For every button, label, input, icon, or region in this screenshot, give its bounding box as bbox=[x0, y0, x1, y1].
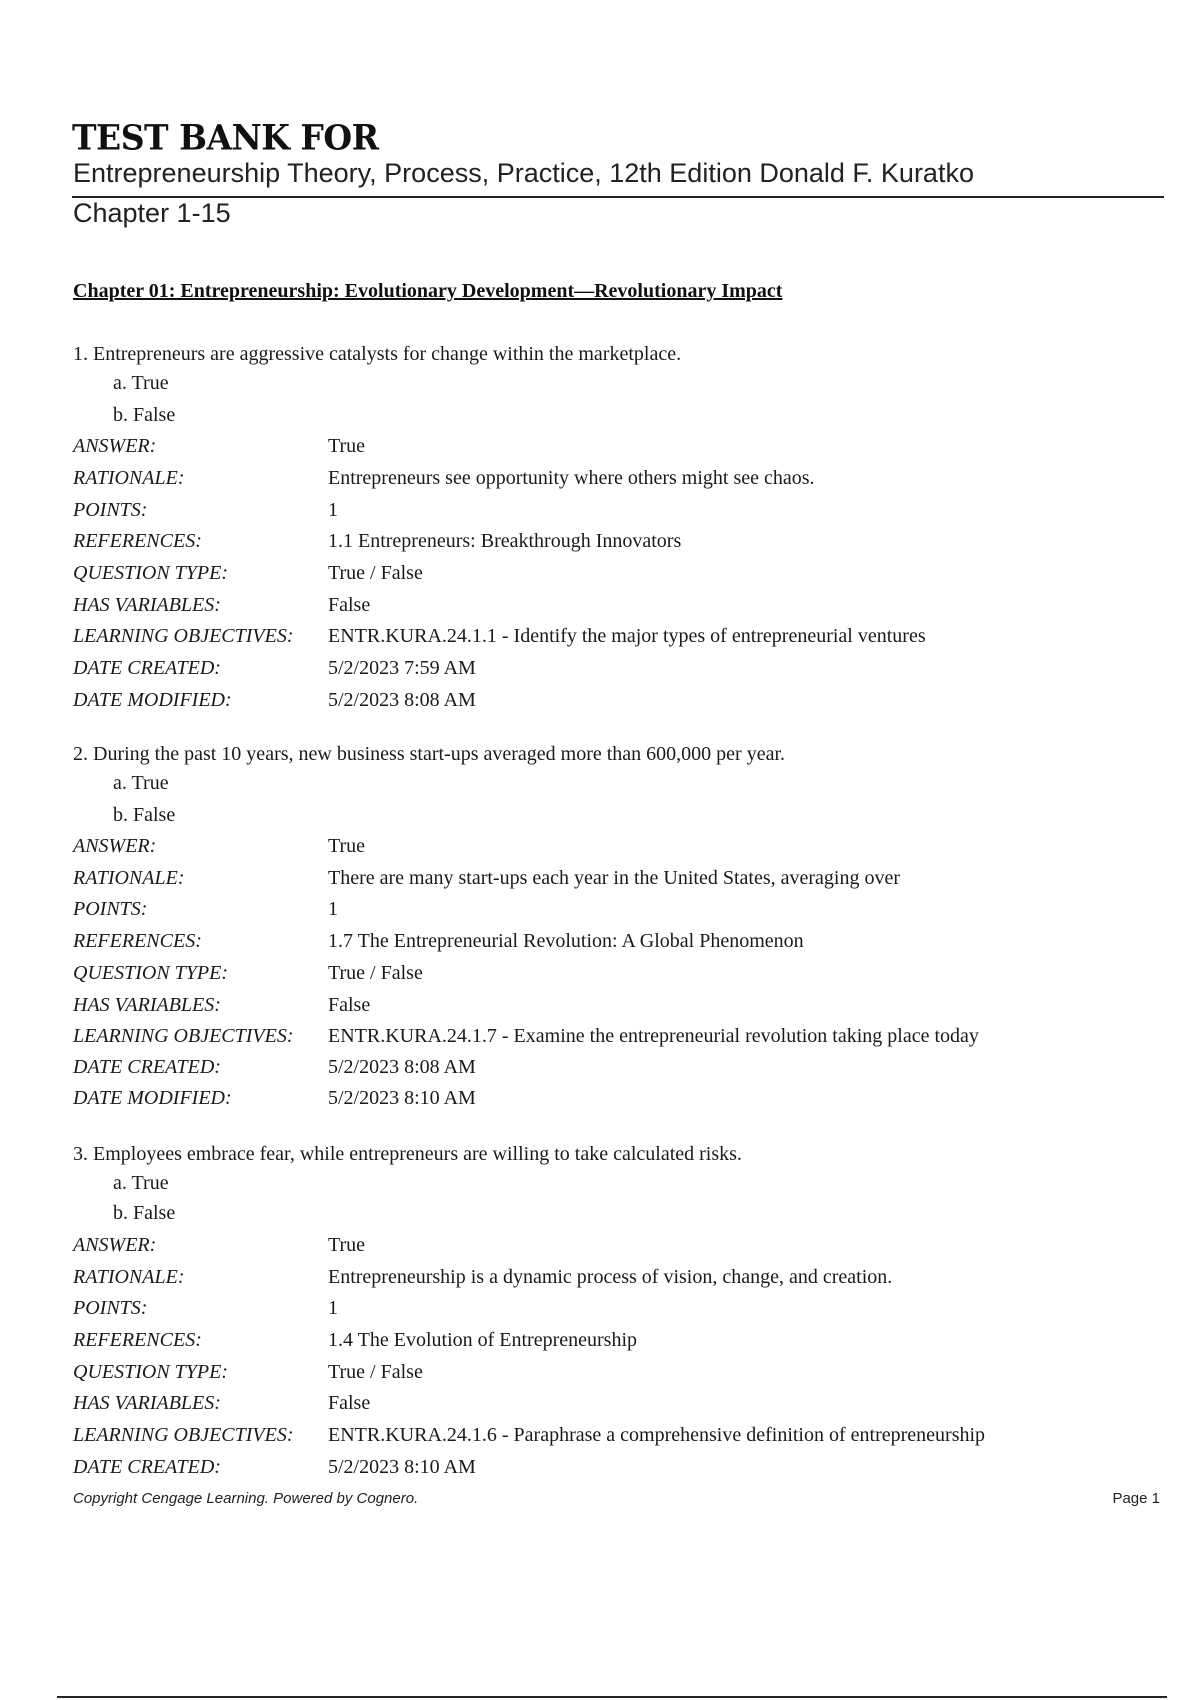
meta-label-date-modified: DATE MODIFIED: bbox=[73, 1087, 232, 1109]
meta-value-date-modified: 5/2/2023 8:10 AM bbox=[328, 1087, 476, 1109]
meta-label-date-created: DATE CREATED: bbox=[73, 1456, 221, 1478]
meta-value-question-type: True / False bbox=[328, 1361, 423, 1383]
meta-value-references: 1.1 Entrepreneurs: Breakthrough Innovators bbox=[328, 530, 682, 552]
answer-option: b. False bbox=[113, 404, 176, 426]
meta-label-points: POINTS: bbox=[73, 499, 148, 521]
answer-option: a. True bbox=[113, 772, 169, 794]
test-bank-title: TEST BANK FOR bbox=[72, 117, 379, 158]
meta-value-answer: True bbox=[328, 835, 366, 857]
meta-label-learning-objectives: LEARNING OBJECTIVES: bbox=[73, 1424, 294, 1446]
header-divider bbox=[72, 196, 1164, 198]
meta-value-question-type: True / False bbox=[328, 562, 423, 584]
meta-label-rationale: RATIONALE: bbox=[73, 1266, 185, 1288]
answer-option: a. True bbox=[113, 1172, 169, 1194]
bottom-divider bbox=[57, 1696, 1167, 1698]
meta-value-references: 1.7 The Entrepreneurial Revolution: A Global Phenomenon bbox=[328, 930, 804, 952]
meta-value-question-type: True / False bbox=[328, 962, 423, 984]
meta-label-question-type: QUESTION TYPE: bbox=[73, 1361, 229, 1383]
meta-value-learning-objectives: ENTR.KURA.24.1.6 - Paraphrase a comprehensive definition of entrepreneurship bbox=[328, 1424, 986, 1446]
meta-label-has-variables: HAS VARIABLES: bbox=[73, 994, 221, 1016]
meta-label-answer: ANSWER: bbox=[73, 435, 157, 457]
meta-value-rationale: Entrepreneurship is a dynamic process of vision, change, and creation. bbox=[328, 1266, 893, 1288]
question-stem: 2. During the past 10 years, new business start-ups averaged more than 600,000 per year. bbox=[73, 743, 786, 765]
answer-option: a. True bbox=[113, 372, 169, 394]
meta-label-points: POINTS: bbox=[73, 1297, 148, 1319]
meta-value-points: 1 bbox=[328, 898, 338, 920]
meta-value-points: 1 bbox=[328, 1297, 338, 1319]
meta-label-date-modified: DATE MODIFIED: bbox=[73, 689, 232, 711]
meta-label-references: REFERENCES: bbox=[73, 1329, 202, 1351]
meta-value-has-variables: False bbox=[328, 994, 371, 1016]
page-number: Page 1 bbox=[1112, 1490, 1160, 1507]
meta-value-date-created: 5/2/2023 8:08 AM bbox=[328, 1056, 476, 1078]
meta-value-points: 1 bbox=[328, 499, 338, 521]
meta-label-answer: ANSWER: bbox=[73, 835, 157, 857]
meta-label-has-variables: HAS VARIABLES: bbox=[73, 1392, 221, 1414]
meta-label-references: REFERENCES: bbox=[73, 930, 202, 952]
chapter-heading: Chapter 01: Entrepreneurship: Evolutionary Development—Revolutionary Impact bbox=[73, 280, 783, 302]
meta-label-learning-objectives: LEARNING OBJECTIVES: bbox=[73, 625, 294, 647]
meta-label-question-type: QUESTION TYPE: bbox=[73, 562, 229, 584]
meta-label-date-created: DATE CREATED: bbox=[73, 1056, 221, 1078]
chapter-range: Chapter 1-15 bbox=[73, 198, 231, 228]
meta-value-answer: True bbox=[328, 435, 366, 457]
meta-value-learning-objectives: ENTR.KURA.24.1.1 - Identify the major types of entrepreneurial ventures bbox=[328, 625, 926, 647]
book-subtitle: Entrepreneurship Theory, Process, Practice, 12th Edition Donald F. Kuratko bbox=[73, 158, 974, 188]
meta-value-references: 1.4 The Evolution of Entrepreneurship bbox=[328, 1329, 638, 1351]
meta-label-has-variables: HAS VARIABLES: bbox=[73, 594, 221, 616]
answer-option: b. False bbox=[113, 1202, 176, 1224]
meta-label-rationale: RATIONALE: bbox=[73, 467, 185, 489]
answer-option: b. False bbox=[113, 804, 176, 826]
meta-label-question-type: QUESTION TYPE: bbox=[73, 962, 229, 984]
meta-label-points: POINTS: bbox=[73, 898, 148, 920]
meta-label-answer: ANSWER: bbox=[73, 1234, 157, 1256]
question-stem: 3. Employees embrace fear, while entrepreneurs are willing to take calculated risks. bbox=[73, 1143, 742, 1165]
meta-value-date-created: 5/2/2023 8:10 AM bbox=[328, 1456, 476, 1478]
meta-value-date-modified: 5/2/2023 8:08 AM bbox=[328, 689, 476, 711]
meta-value-has-variables: False bbox=[328, 594, 371, 616]
meta-value-date-created: 5/2/2023 7:59 AM bbox=[328, 657, 476, 679]
meta-value-answer: True bbox=[328, 1234, 366, 1256]
question-stem: 1. Entrepreneurs are aggressive catalysts for change within the marketplace. bbox=[73, 343, 682, 365]
meta-value-learning-objectives: ENTR.KURA.24.1.7 - Examine the entrepreneurial revolution taking place today bbox=[328, 1025, 979, 1047]
meta-label-date-created: DATE CREATED: bbox=[73, 657, 221, 679]
footer-copyright: Copyright Cengage Learning. Powered by Cognero. bbox=[73, 1490, 419, 1507]
meta-value-rationale: Entrepreneurs see opportunity where others might see chaos. bbox=[328, 467, 815, 489]
meta-value-has-variables: False bbox=[328, 1392, 371, 1414]
meta-label-references: REFERENCES: bbox=[73, 530, 202, 552]
meta-label-rationale: RATIONALE: bbox=[73, 867, 185, 889]
meta-value-rationale: There are many start-ups each year in the United States, averaging over bbox=[328, 867, 900, 889]
meta-label-learning-objectives: LEARNING OBJECTIVES: bbox=[73, 1025, 294, 1047]
